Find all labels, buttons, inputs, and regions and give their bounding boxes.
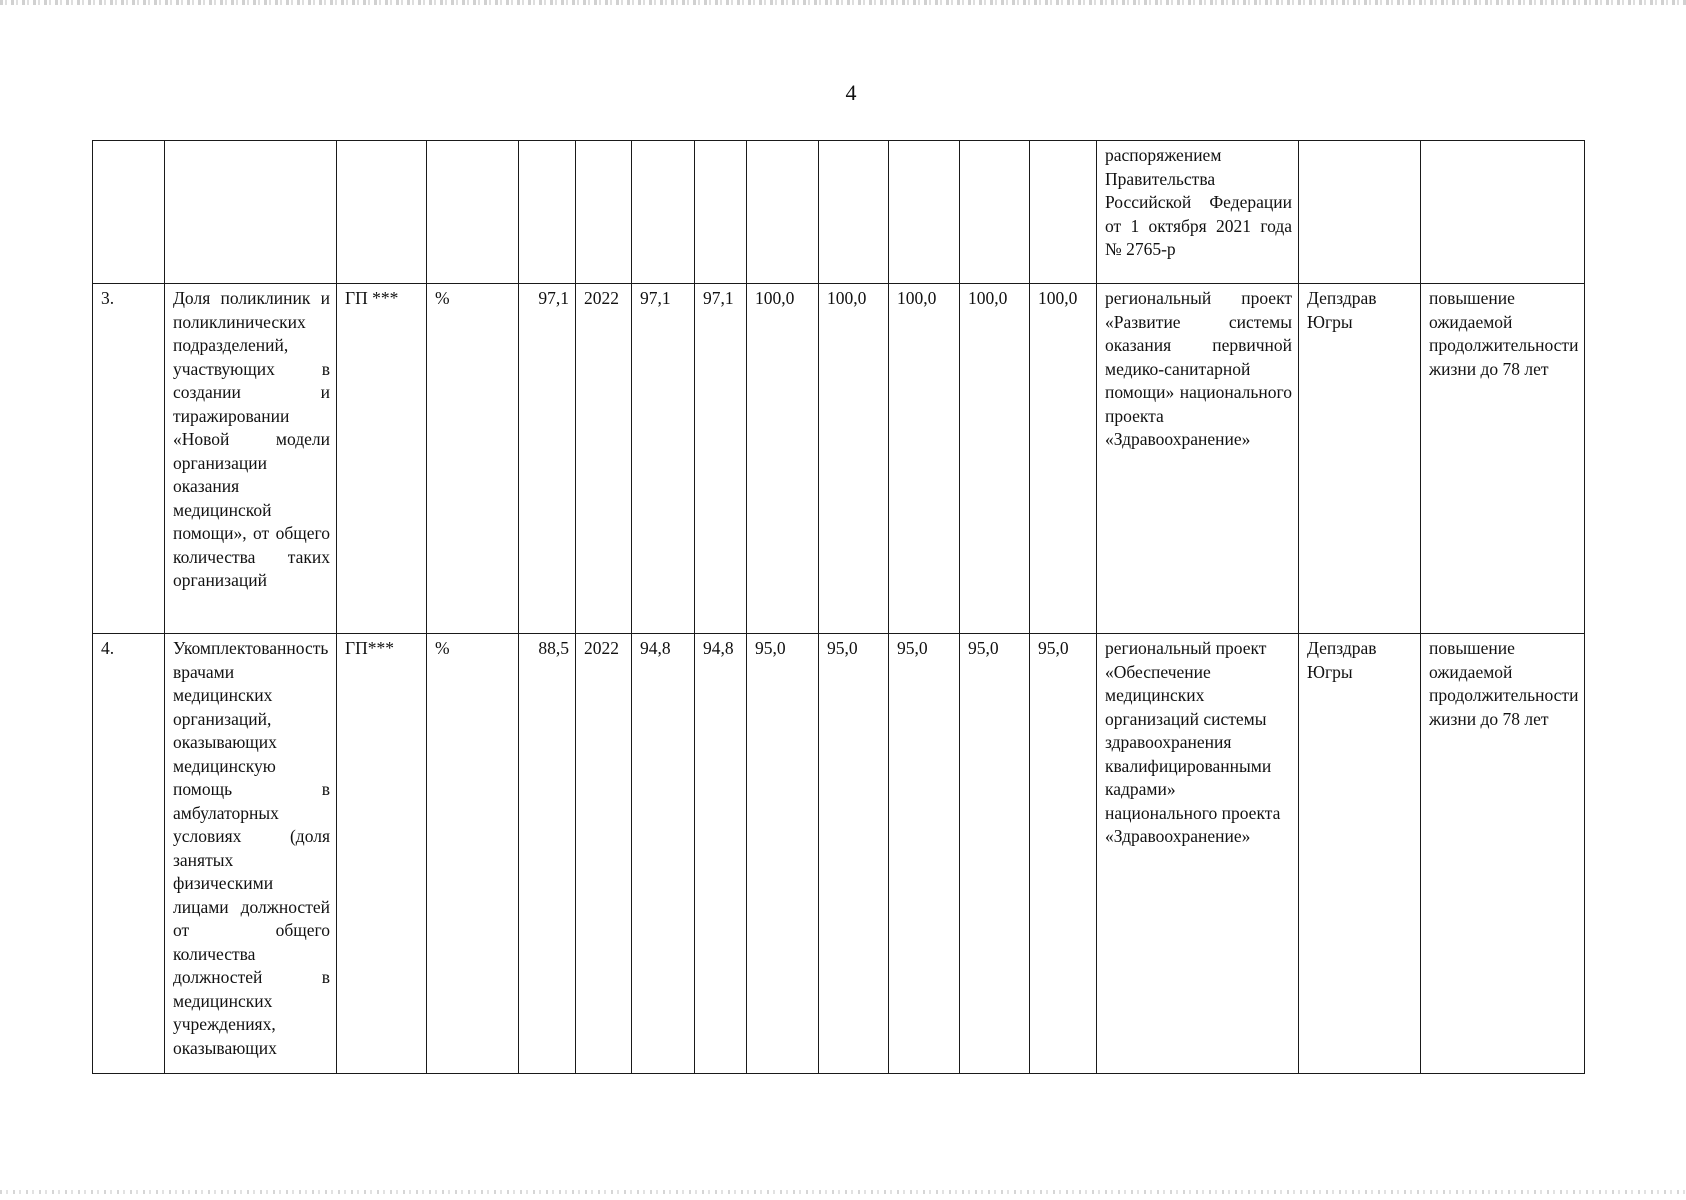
document-reference: распоряжением Правительства Российской Федерации от 1 октября 2021 года № 2765-р <box>1097 141 1299 284</box>
base-year: 2022 <box>576 634 632 1074</box>
responsible-body <box>1299 141 1421 284</box>
page-number: 4 <box>845 80 857 105</box>
base-value: 97,1 <box>519 284 576 634</box>
expected-result: повышение ожидаемой продолжительности жизни до 78 лет <box>1421 634 1585 1074</box>
value-cell <box>632 141 695 284</box>
value-cell <box>819 141 889 284</box>
value-cell: 100,0 <box>819 284 889 634</box>
value-cell: 100,0 <box>889 284 960 634</box>
document-reference: региональный проект «Обеспечение медицинских организаций системы здравоохранения квалифицированными кадрами» национального проекта «Здравоохранение» <box>1097 634 1299 1074</box>
value-cell: 97,1 <box>695 284 747 634</box>
indicator-name: Укомплектованность врачами медицинских организаций, оказывающих медицинскую помощь в амбулаторных условиях (доля занятых физическими лицами должностей от общего количества должностей в медицинских учреждениях, оказывающих <box>165 634 337 1074</box>
expected-result: повышение ожидаемой продолжительности жизни до 78 лет <box>1421 284 1585 634</box>
value-cell: 100,0 <box>1030 284 1097 634</box>
responsible-body: Депздрав Югры <box>1299 284 1421 634</box>
expected-result <box>1421 141 1585 284</box>
table-row <box>93 141 1585 284</box>
base-value: 88,5 <box>519 634 576 1074</box>
scan-edge-top <box>0 0 1686 5</box>
indicator-basis: ГП *** <box>337 284 427 634</box>
value-cell: 94,8 <box>695 634 747 1074</box>
value-cell <box>960 141 1030 284</box>
row-number: 3. <box>93 284 165 634</box>
value-cell: 100,0 <box>960 284 1030 634</box>
base-year: 2022 <box>576 284 632 634</box>
row-number <box>93 141 165 284</box>
value-cell <box>747 141 819 284</box>
indicator-basis <box>337 141 427 284</box>
indicator-basis: ГП*** <box>337 634 427 1074</box>
value-cell: 95,0 <box>747 634 819 1074</box>
scan-edge-bottom <box>0 1190 1686 1194</box>
value-cell <box>695 141 747 284</box>
value-cell: 97,1 <box>632 284 695 634</box>
value-cell <box>1030 141 1097 284</box>
indicator-unit: % <box>427 634 519 1074</box>
value-cell: 95,0 <box>889 634 960 1074</box>
document-reference: региональный проект «Развитие системы оказания первичной медико-санитарной помощи» национального проекта «Здравоохранение» <box>1097 284 1299 634</box>
value-cell <box>889 141 960 284</box>
value-cell: 94,8 <box>632 634 695 1074</box>
indicators-table <box>92 140 1585 1074</box>
indicator-name: Доля поликлиник и поликлинических подразделений, участвующих в создании и тиражировании «Новой модели организации оказания медицинской помощи», от общего количества таких организаций <box>165 284 337 634</box>
value-cell: 95,0 <box>819 634 889 1074</box>
responsible-body: Депздрав Югры <box>1299 634 1421 1074</box>
indicator-unit <box>427 141 519 284</box>
indicator-name <box>165 141 337 284</box>
value-cell: 100,0 <box>747 284 819 634</box>
indicator-unit: % <box>427 284 519 634</box>
base-value <box>519 141 576 284</box>
value-cell: 95,0 <box>1030 634 1097 1074</box>
row-number: 4. <box>93 634 165 1074</box>
table-row <box>93 634 1585 1074</box>
base-year <box>576 141 632 284</box>
value-cell: 95,0 <box>960 634 1030 1074</box>
table-row <box>93 284 1585 634</box>
